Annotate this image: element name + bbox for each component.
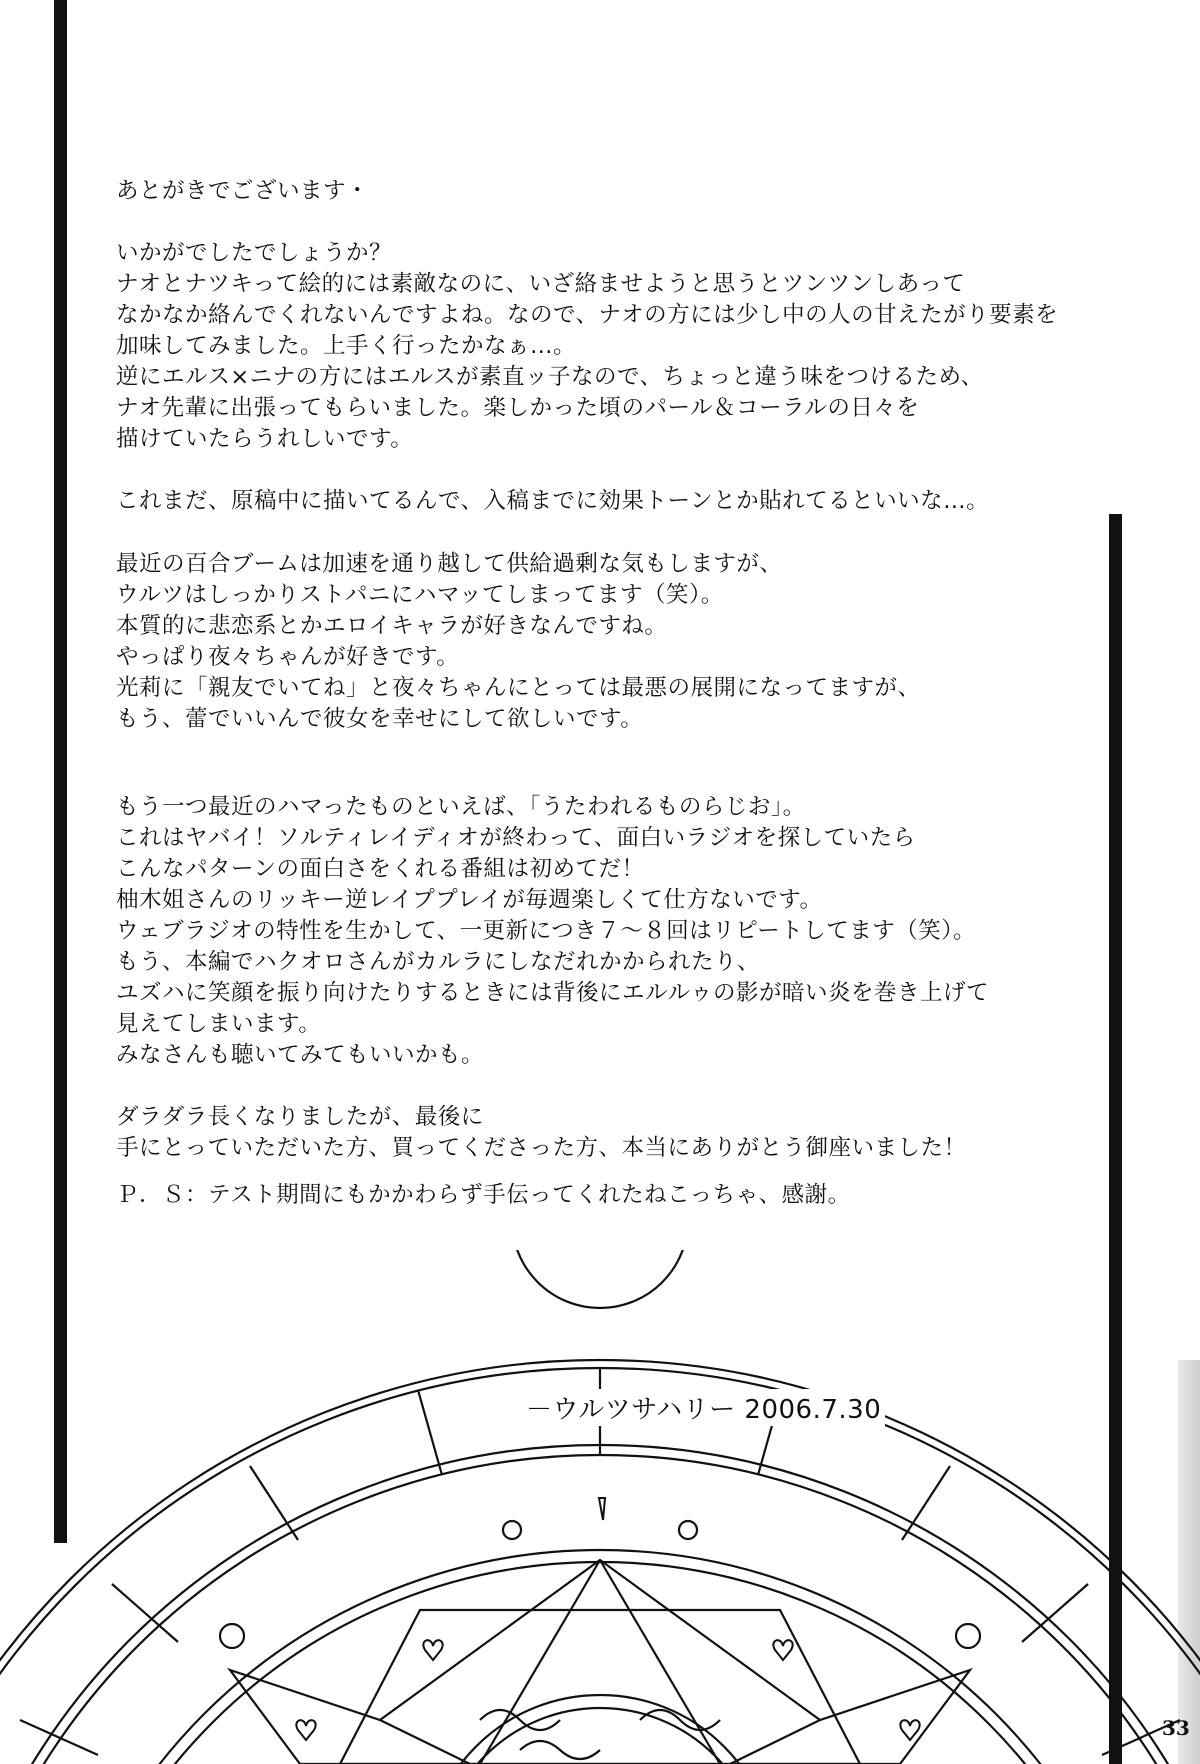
text-line: もう一つ最近のハマったものといえば、「うたわれるものらじお」。 (116, 794, 806, 820)
paragraph-postscript (116, 1180, 851, 1211)
text-line: 最近の百合ブームは加速を通り越して供給過剰な気もしますが、 (116, 551, 783, 577)
text-line: ダラダラ長くなりましたが、最後に (116, 1104, 484, 1130)
text-line: ユズハに笑顔を振り向けたりするときには背後にエルルゥの影が暗い炎を巻き上げて (116, 980, 989, 1006)
text-line: これはヤバイ！ソルティレイディオが終わって、面白いラジオを探していたら (116, 825, 916, 851)
author-signature: －ウルツサハリー 2006.7.30 (522, 1389, 885, 1426)
paragraph-yuri-boom (116, 549, 921, 735)
text-line: 本質的に悲恋系とかエロイキャラが好きなんですね。 (116, 613, 668, 639)
text-line: 光莉に「親友でいてね」と夜々ちゃんにとっては最悪の展開になってますが、 (116, 675, 921, 701)
text-line: ウルツはしっかりストパニにハマッてしまってます（笑）。 (116, 582, 724, 608)
text-line: これまだ、原稿中に描いてるんで、入稿までに効果トーンとか貼れてるといいな…。 (116, 488, 990, 514)
text-line: ウェブラジオの特性を生かして、一更新につき７～８回はリピートしてます（笑）。 (116, 918, 977, 944)
text-line: いかがでしたでしょうか？ (116, 240, 393, 266)
text-line: 柚木姐さんのリッキー逆レイププレイが毎週楽しくて仕方ないです。 (116, 887, 823, 913)
text-line: 見えてしまいます。 (116, 1011, 322, 1037)
text-line: 手にとっていただいた方、買ってくださった方、本当にありがとう御座いました！ (116, 1135, 967, 1161)
text-line: なかなか絡んでくれないんですよね。なので、ナオの方には少し中の人の甘えたがり要素を (116, 302, 1059, 328)
text-line: ナオ先輩に出張ってもらいました。楽しかった頃のパール＆コーラルの日々を (116, 395, 920, 421)
text-line: 加味してみました。上手く行ったかなぁ…。 (116, 333, 577, 359)
text-line: あとがきでございます・ (116, 178, 370, 204)
text-line: 描けていたらうれしいです。 (116, 426, 414, 452)
paragraph-radio (116, 792, 989, 1164)
text-line (116, 1071, 989, 1102)
text-line: みなさんも聴いてみてもいいかも。 (116, 1042, 485, 1068)
text-line (116, 207, 1058, 238)
text-line: Ｐ．Ｓ：テスト期間にもかかわらず手伝ってくれたねこっちゃ、感謝。 (116, 1182, 851, 1208)
text-line: もう、蕾でいいんで彼女を幸せにして欲しいです。 (116, 706, 644, 732)
page-number: 33 (1162, 1716, 1190, 1740)
text-line: 逆にエルス×ニナの方にはエルスが素直ッ子なので、ちょっと違う味をつけるため、 (116, 364, 984, 390)
text-line: もう、本編でハクオロさんがカルラにしなだれかかられたり、 (116, 949, 761, 975)
text-line (116, 455, 1058, 486)
text-line: こんなパターンの面白さをくれる番組は初めてだ！ (116, 856, 645, 882)
paragraph-afterword-intro (116, 176, 1058, 517)
text-line: ナオとナツキって絵的には素敵なのに、いざ絡ませようと思うとツンツンしあって (116, 271, 966, 297)
text-line: やっぱり夜々ちゃんが好きです。 (116, 644, 460, 670)
magic-circle-illustration (0, 1250, 1200, 1764)
